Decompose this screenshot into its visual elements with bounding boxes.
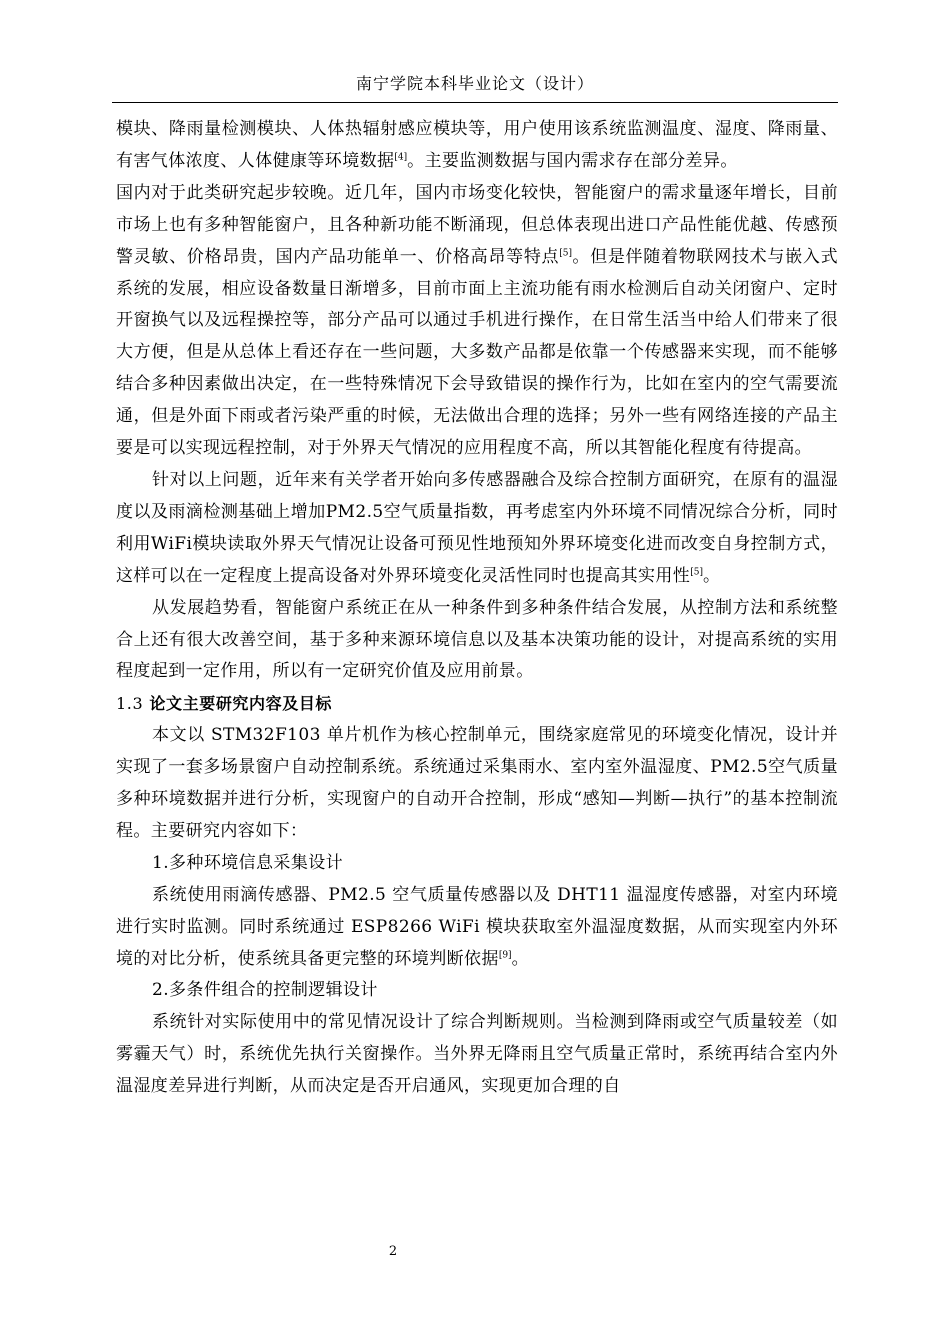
citation: [5] <box>690 567 703 578</box>
section-title: 论文主要研究内容及目标 <box>149 694 333 714</box>
paragraph-4: 从发展趋势看，智能窗户系统正在从一种条件到多种条件结合发展，从控制方法和系统整合上还有很大改善空间，基于多种来源环境信息以及基本决策功能的设计，对提高系统的实用程度起到一定作用，所以有一定研究价值及应用前景。 <box>116 597 838 682</box>
page-number: 2 <box>388 1244 398 1259</box>
list-item-1: 1.多种环境信息采集设计 <box>152 852 344 873</box>
section-heading <box>116 688 838 720</box>
paragraph-7: 系统针对实际使用中的常见情况设计了综合判断规则。当检测到降雨或空气质量较差（如雾霾天气）时，系统优先执行关窗操作。当外界无降雨且空气质量正常时，系统再结合室内外温湿度差异进行判断，从而决定是否开启通风，实现更加合理的自 <box>116 1012 838 1097</box>
citation: [5] <box>559 247 573 258</box>
paragraph-1: 模块、降雨量检测模块、人体热辐射感应模块等，用户使用该系统监测温度、湿度、降雨量、有害气体浓度、人体健康等环境数据[4]。主要监测数据与国内需求存在部分差异。 <box>116 119 838 171</box>
section-number: 1.3 <box>116 694 144 714</box>
header-rule <box>112 102 838 103</box>
paragraph-3: 针对以上问题，近年来有关学者开始向多传感器融合及综合控制方面研究，在原有的温湿度以及雨滴检测基础上增加PM2.5空气质量指数，再考虑室内外环境不同情况综合分析，同时利用WiFi模块读取外界天气情况让设备可预见性地预知外界环境变化进而改变自身控制方式，这样可以在一定程度上提高设备对外界环境变化灵活性同时也提高其实用性[5]。 <box>116 469 838 586</box>
list-item-2: 2.多条件组合的控制逻辑设计 <box>152 980 378 1001</box>
paragraph-6: 系统使用雨滴传感器、PM2.5 空气质量传感器以及 DHT11 温湿度传感器，对室内环境进行实时监测。同时系统通过 ESP8266 WiFi 模块获取室外温湿度数据，从而实现室内外环境的对比分析，使系统具备更完整的环境判断依据[9]。 <box>116 884 838 969</box>
body-text <box>116 114 838 1103</box>
running-header: 南宁学院本科毕业论文（设计） <box>355 74 594 93</box>
paragraph-5: 本文以 STM32F103 单片机作为核心控制单元，围绕家庭常见的环境变化情况，设计并实现了一套多场景窗户自动控制系统。系统通过采集雨水、室内室外温湿度、PM2.5空气质量多种环境数据并进行分析，实现窗户的自动开合控制，形成“感知—判断—执行”的基本控制流程。主要研究内容如下： <box>116 725 838 841</box>
citation: [9] <box>498 949 512 960</box>
citation: [4] <box>394 152 408 163</box>
paragraph-2: 国内对于此类研究起步较晚。近几年，国内市场变化较快，智能窗户的需求量逐年增长，目前市场上也有多种智能窗户，且各种新功能不断涌现，但总体表现出进口产品性能优越、传感预警灵敏、价格昂贵，国内产品功能单一、价格高昂等特点[5]。但是伴随着物联网技术与嵌入式系统的发展，相应设备数量日渐增多，目前市面上主流功能有雨水检测后自动关闭窗户、定时开窗换气以及远程操控等，部分产品可以通过手机进行操作，在日常生活当中给人们带来了很大方便，但是从总体上看还存在一些问题，大多数产品都是依靠一个传感器来实现，而不能够结合多种因素做出决定，在一些特殊情况下会导致错误的操作行为，比如在室内的空气需要流通，但是外面下雨或者污染严重的时候，无法做出合理的选择；另外一些有网络连接的产品主要是可以实现远程控制，对于外界天气情况的应用程度不高，所以其智能化程度有待提高。 <box>116 182 838 459</box>
